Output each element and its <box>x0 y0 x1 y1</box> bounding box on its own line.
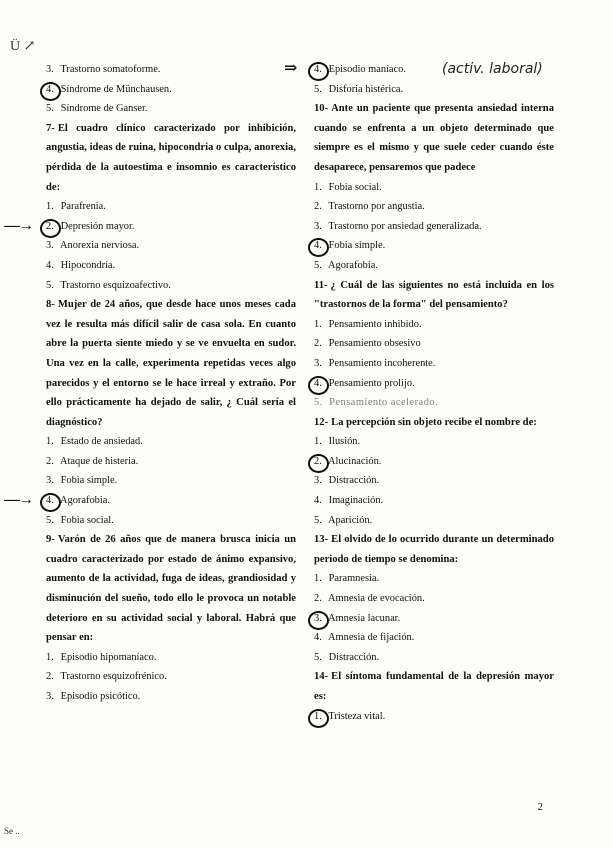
page-number: 2 <box>537 801 543 813</box>
option-item-circled: —→ 4. Agorafobia. <box>46 491 296 511</box>
arrow-mark-icon: —→ <box>4 216 32 234</box>
question-7: 7- El cuadro clínico caracterizado por inhibición, angustia, ideas de ruina, hipocondría o culpa, anorexia, pérdida de la autoestima e insomnio es característico de: <box>46 122 296 193</box>
option-item: 3. Episodio psicótico. <box>46 691 141 702</box>
right-column <box>284 60 554 726</box>
option-item: 5. Síndrome de Ganser. <box>46 103 148 115</box>
option-item-circled: ⇒ 4. Episodio maníaco. (activ. laboral) <box>314 60 554 80</box>
option-item: 2. Trastorno esquizofrénico. <box>46 671 167 683</box>
option-item: 2. Amnesia de evocación. <box>314 593 425 605</box>
option-item: 1. Fobia social. <box>314 181 382 193</box>
question-13: 13- El olvido de lo ocurrido durante un determinado periodo de tiempo se denomina: <box>314 534 554 565</box>
carryover-options-left <box>46 60 296 119</box>
option-item: 1. Estado de ansiedad. <box>46 436 143 448</box>
option-item: 3. Trastorno por ansiedad generalizada. <box>314 220 482 232</box>
option-item: 5. Trastorno esquizoafectivo. <box>46 279 171 291</box>
option-item: 1. Episodio hipomaníaco. <box>46 651 157 663</box>
question-12-options <box>314 432 554 530</box>
question-9-options <box>46 648 296 707</box>
option-item: 3. Anorexia nerviosa. <box>46 240 140 252</box>
option-item: 5. Aparición. <box>314 514 373 526</box>
left-column <box>4 60 296 707</box>
question-8-options <box>4 432 296 530</box>
option-item-circled: 4. Pensamiento prolijo. <box>314 374 554 394</box>
arrow-mark-icon: —→ <box>4 491 32 509</box>
footer-mark: Se .. <box>4 826 20 836</box>
question-11: 11- ¿ Cuál de las siguientes no está incluida en los "trastornos de la forma" del pensamiento? <box>314 279 554 311</box>
question-11-options <box>314 315 554 413</box>
option-item-circled: 2. Alucinación. <box>314 452 554 472</box>
option-item: 2. Pensamiento obsesivo <box>314 338 421 350</box>
handwritten-note: (activ. laboral) <box>442 61 543 77</box>
option-item: 4. Hipocondría. <box>46 259 116 271</box>
question-8: 8- Mujer de 24 años, que desde hace unos meses cada vez le resulta más difícil salir de casa sola. En cuanto abre la puerta siente miedo y se ve envuelta en sudor. Una vez en la calle, experimenta repetidas veces algo parecidos y el entorno se le hace irreal y extraño. Por ello prácticamente ha dejado de salir, ¿ Cuál sería el diagnóstico? <box>46 299 296 428</box>
option-item: 5. Disforia histérica. <box>314 83 404 95</box>
option-item: 2. Trastorno por angustia. <box>314 201 425 213</box>
option-item-circled: 4. Síndrome de Münchausen. <box>46 80 296 100</box>
option-item: 1. Paramnesia. <box>314 573 380 585</box>
corner-handwritten-mark: Ü ↗ <box>10 39 36 54</box>
option-item-circled: —→ 2. Depresión mayor. <box>46 217 296 237</box>
option-item: 2. Ataque de histeria. <box>46 455 139 467</box>
question-12: 12- La percepción sin objeto recibe el nombre de: <box>314 416 537 428</box>
option-item: 5. Pensamiento acelerado. <box>314 397 439 409</box>
option-item: 5. Distracción. <box>314 651 380 663</box>
question-10: 10- Ante un paciente que presenta ansiedad interna cuando se enfrenta a un objeto determinado que siempre es el mismo y que suele ceder cuando éste desaparece, pensaremos que padece <box>314 103 554 173</box>
option-item: 5. Agorafobia. <box>314 259 378 271</box>
option-item: 3. Trastorno somatoforme. <box>46 64 161 75</box>
option-item: 3. Distracción. <box>314 475 380 487</box>
option-item: 1. Parafrenia. <box>46 201 106 213</box>
option-item: 4. Imaginación. <box>314 495 384 507</box>
arrow-mark-icon: ⇒ <box>284 60 296 77</box>
option-item: 5. Fobia social. <box>46 514 114 526</box>
carryover-options-right <box>284 60 554 99</box>
question-7-options <box>4 197 296 295</box>
question-14-options <box>314 707 554 727</box>
option-item-circled: 4. Fobia simple. <box>314 236 554 256</box>
option-item: 1. Pensamiento inhibido. <box>314 318 422 330</box>
option-item: 3. Pensamiento incoherente. <box>314 357 436 369</box>
option-item-circled: 1. Tristeza vital. <box>314 707 554 727</box>
option-item: 3. Fobia simple. <box>46 475 118 487</box>
question-14: 14- El síntoma fundamental de la depresión mayor es: <box>314 671 554 702</box>
question-10-options <box>314 178 554 276</box>
option-item-circled: 3. Amnesia lacunar. <box>314 609 554 629</box>
question-13-options <box>314 569 554 667</box>
option-item: 4. Amnesia de fijación. <box>314 632 415 644</box>
option-item: 1. Ilusión. <box>314 436 361 448</box>
question-9: 9- Varón de 26 años que de manera brusca inicia un cuadro caracterizado por estado de ánimo expansivo, aumento de la actividad, fuga de ideas, grandiosidad y disminución del sueño, todo ello le provoca un notable deterioro en su actividad social y laboral. Habrá que pensar en: <box>46 534 296 644</box>
